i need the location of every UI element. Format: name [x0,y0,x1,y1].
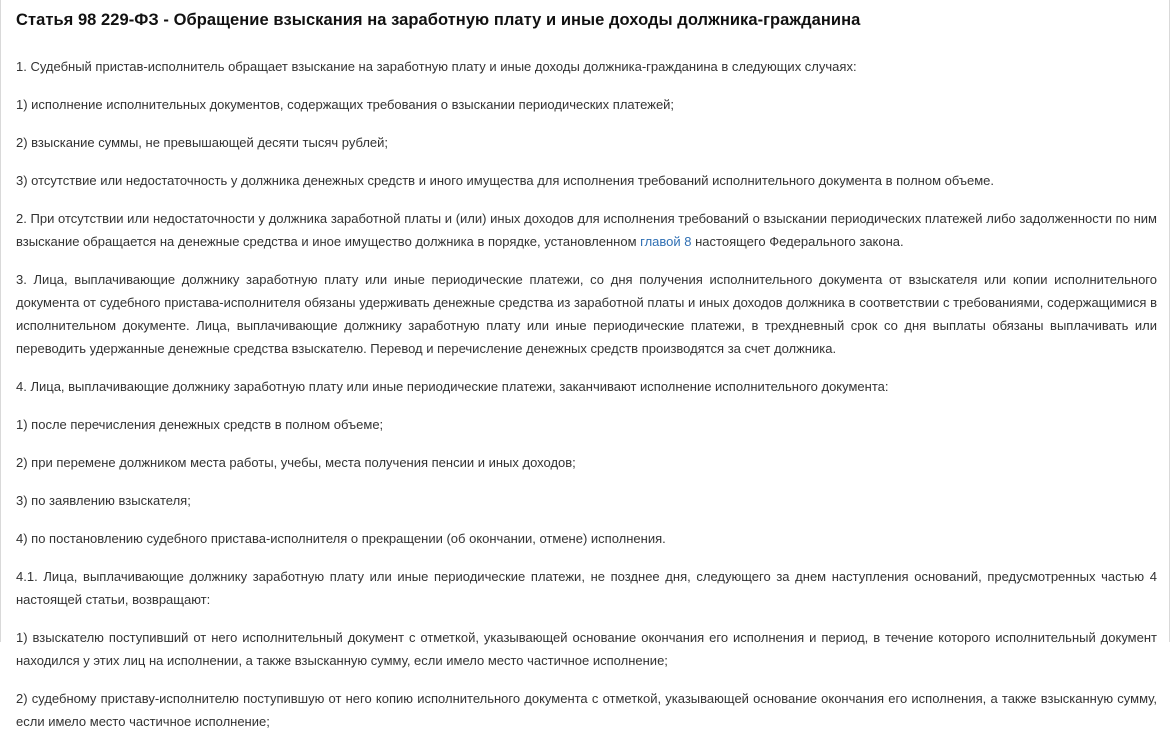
article-body [16,55,1157,748]
paragraph-1-item-3: 3) отсутствие или недостаточность у должника денежных средств и иного имущества для исполнения требований исполнительного документа в полном объеме. [16,173,994,188]
paragraph-4-item-2: 2) при перемене должником места работы, учебы, места получения пенсии и иных доходов; [16,455,576,470]
paragraph-4-item-4: 4) по постановлению судебного пристава-исполнителя о прекращении (об окончании, отмене) исполнения. [16,531,666,546]
paragraph-3: 3. Лица, выплачивающие должнику заработную плату или иные периодические платежи, со дня получения исполнительного документа от взыскателя или копии исполнительного документа от судебного пристава-исполнителя обязаны удерживать денежные средства из заработной платы и иных доходов должника в соответствии с требованиями, содержащимися в исполнительном документе. Лица, выплачивающие должнику заработную плату или иные периодические платежи, в трехдневный срок со дня выплаты обязаны выплачивать или переводить удержанные денежные средства взыскателю. Перевод и перечисление денежных средств производятся за счет должника. [16,272,1157,356]
paragraph-1-item-2: 2) взыскание суммы, не превышающей десяти тысяч рублей; [16,135,389,150]
chapter-8-link[interactable]: главой 8 [640,234,692,249]
paragraph-1: 1. Судебный пристав-исполнитель обращает взыскание на заработную плату и иные доходы должника-гражданина в следующих случаях: [16,59,857,74]
paragraph-2-text-after: настоящего Федерального закона. [691,234,904,249]
paragraph-4-1-item-2: 2) судебному приставу-исполнителю поступившую от него копию исполнительного документа с отметкой, указывающей основание окончания его исполнения, а также взысканную сумму, если имело место частичное исполнение; [16,691,1157,729]
paragraph-4-1: 4.1. Лица, выплачивающие должнику заработную плату или иные периодические платежи, не позднее дня, следующего за днем наступления оснований, предусмотренных частью 4 настоящей статьи, возвращают: [16,569,1157,607]
paragraph-2-text-before: 2. При отсутствии или недостаточности у должника заработной платы и (или) иных доходов для исполнения требований о взыскании периодических платежей либо задолженности по ним взыскание обращается на денежные средства и иное имущество должника в порядке, установленном [16,211,1157,249]
paragraph-1-item-1: 1) исполнение исполнительных документов, содержащих требования о взыскании периодических платежей; [16,97,675,112]
paragraph-4-item-1: 1) после перечисления денежных средств в полном объеме; [16,417,384,432]
paragraph-4-item-3: 3) по заявлению взыскателя; [16,493,191,508]
paragraph-2 [16,207,1157,253]
paragraph-4: 4. Лица, выплачивающие должнику заработную плату или иные периодические платежи, заканчивают исполнение исполнительного документа: [16,379,889,394]
article-title: Статья 98 229-ФЗ - Обращение взыскания на заработную плату и иные доходы должника-гражданина [16,11,861,29]
paragraph-4-1-item-1: 1) взыскателю поступивший от него исполнительный документ с отметкой, указывающей основание окончания его исполнения и период, в течение которого исполнительный документ находился у этих лиц на исполнении, а также взысканную сумму, если имело место частичное исполнение; [16,630,1157,668]
